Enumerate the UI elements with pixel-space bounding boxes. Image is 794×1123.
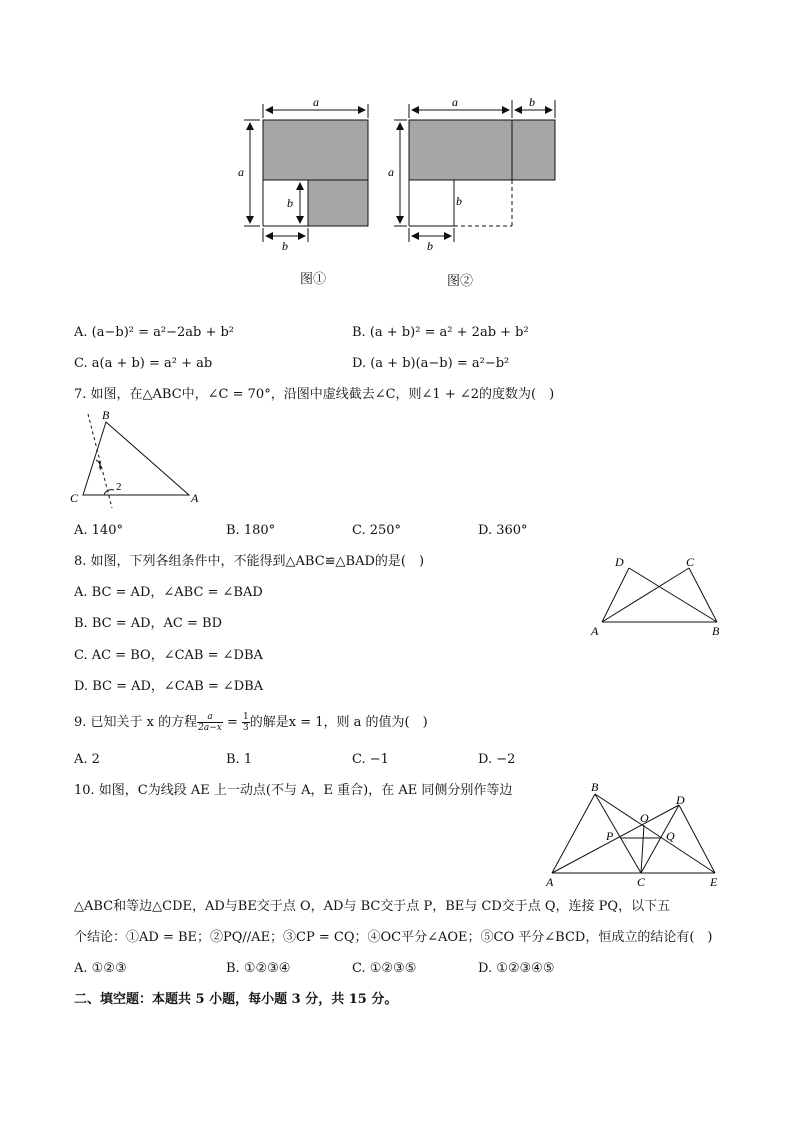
q8-option-b: B. BC = AD，AC = BD [74, 616, 222, 631]
q10-label-a: A [546, 875, 554, 889]
q10-label-e: E [710, 875, 718, 889]
q10-option-c: C. ①②③⑤ [352, 961, 417, 976]
q8-label-c: C [686, 555, 695, 569]
q9-option-a: A. 2 [74, 752, 100, 767]
q9-fraction-1 [197, 712, 223, 733]
q6-f1-label-a-top: a [313, 95, 319, 109]
q7-option-d: D. 360° [478, 523, 528, 538]
q9-fraction-1-numerator: a [197, 712, 223, 723]
q9-option-b: B. 1 [226, 752, 253, 767]
q10-label-b: B [591, 780, 599, 794]
q6-option-b: B. (a + b)² = a² + 2ab + b² [352, 325, 529, 340]
q7-label-angle1: 1 [97, 459, 103, 471]
q10-option-d: D. ①②③④⑤ [478, 961, 555, 976]
q10-option-b: B. ①②③④ [226, 961, 291, 976]
q7-option-a: A. 140° [74, 523, 123, 538]
q10-figure [540, 778, 730, 890]
q6-figure-1 [230, 92, 380, 252]
q10-label-q: Q [666, 829, 675, 843]
q6-f2-label-b-top: b [529, 95, 535, 109]
q7-option-b: B. 180° [226, 523, 276, 538]
q8-figure [585, 550, 735, 640]
q6-figure-2 [378, 92, 568, 252]
q8-label-d: D [615, 555, 624, 569]
q8-label-a: A [591, 624, 599, 638]
q9-fraction-2-denominator: 3 [243, 723, 249, 733]
q10-label-c: C [637, 875, 646, 889]
q8-label-b: B [712, 624, 720, 638]
q8-option-c: C. AC = BO，∠CAB = ∠DBA [74, 648, 263, 663]
q9-stem-prefix: 9. 已知关于 x 的方程 [74, 715, 198, 730]
q6-figure-1-caption: 图① [300, 272, 327, 287]
q10-label-o: O [640, 811, 649, 825]
q10-stem-line3: 个结论：①AD = BE；②PQ//AE；③CP = CQ；④OC平分∠AOE；⑤CO 平分∠BCD，恒成立的结论有( ) [74, 930, 713, 945]
q6-option-c: C. a(a + b) = a² + ab [74, 356, 213, 371]
q10-stem-line2: △ABC和等边△CDE，AD与BE交于点 O，AD与 BC交于点 P，BE与 CD交于点 Q，连接 PQ，以下五 [74, 899, 671, 914]
q7-label-angle2: 2 [116, 481, 122, 493]
q6-figure-2-caption: 图② [447, 274, 474, 289]
q10-label-d: D [676, 793, 685, 807]
q6-f1-label-a-left: a [238, 165, 244, 179]
q9-fraction-2-numerator: 1 [243, 712, 249, 722]
q10-stem-line1: 10. 如图，C为线段 AE 上一动点(不与 A，E 重合)，在 AE 同侧分别作等边 [74, 783, 513, 798]
q7-option-c: C. 250° [352, 523, 402, 538]
q7-label-b: B [102, 410, 110, 422]
q9-equals: = [222, 715, 243, 730]
q7-label-a: A [191, 491, 199, 505]
q8-option-d: D. BC = AD，∠CAB = ∠DBA [74, 679, 264, 694]
q9-fraction-1-denominator: 2a−x [198, 723, 222, 733]
q6-option-a: A. (a−b)² = a²−2ab + b² [74, 325, 235, 340]
q8-stem: 8. 如图，下列各组条件中，不能得到△ABC≌△BAD的是( ) [74, 554, 425, 569]
q6-f2-label-a-top: a [452, 95, 458, 109]
q10-option-a: A. ①②③ [74, 961, 127, 976]
q7-triangle-figure [66, 410, 216, 510]
q6-f1-label-b-mid: b [287, 196, 293, 210]
q9-option-c: C. −1 [352, 752, 389, 767]
q10-label-p: P [606, 829, 614, 843]
q6-option-d: D. (a + b)(a−b) = a²−b² [352, 356, 510, 371]
q9-stem-suffix: 的解是x = 1，则 a 的值为( ) [249, 715, 428, 730]
q9-stem [74, 712, 428, 733]
q6-f2-label-b-bottom: b [427, 239, 433, 252]
q7-stem: 7. 如图，在△ABC中，∠C = 70°，沿图中虚线截去∠C，则∠1 + ∠2的度数为( ) [74, 387, 555, 402]
q8-option-a: A. BC = AD，∠ABC = ∠BAD [74, 585, 263, 600]
q7-label-c: C [70, 491, 79, 505]
q6-f2-label-b-mid: b [456, 194, 462, 208]
q6-f1-label-b-bottom: b [282, 239, 288, 252]
q9-fraction-2 [242, 712, 250, 733]
q9-option-d: D. −2 [478, 752, 516, 767]
q6-f2-label-a-left: a [388, 165, 394, 179]
section-2-heading: 二、填空题：本题共 5 小题，每小题 3 分，共 15 分。 [74, 992, 398, 1007]
